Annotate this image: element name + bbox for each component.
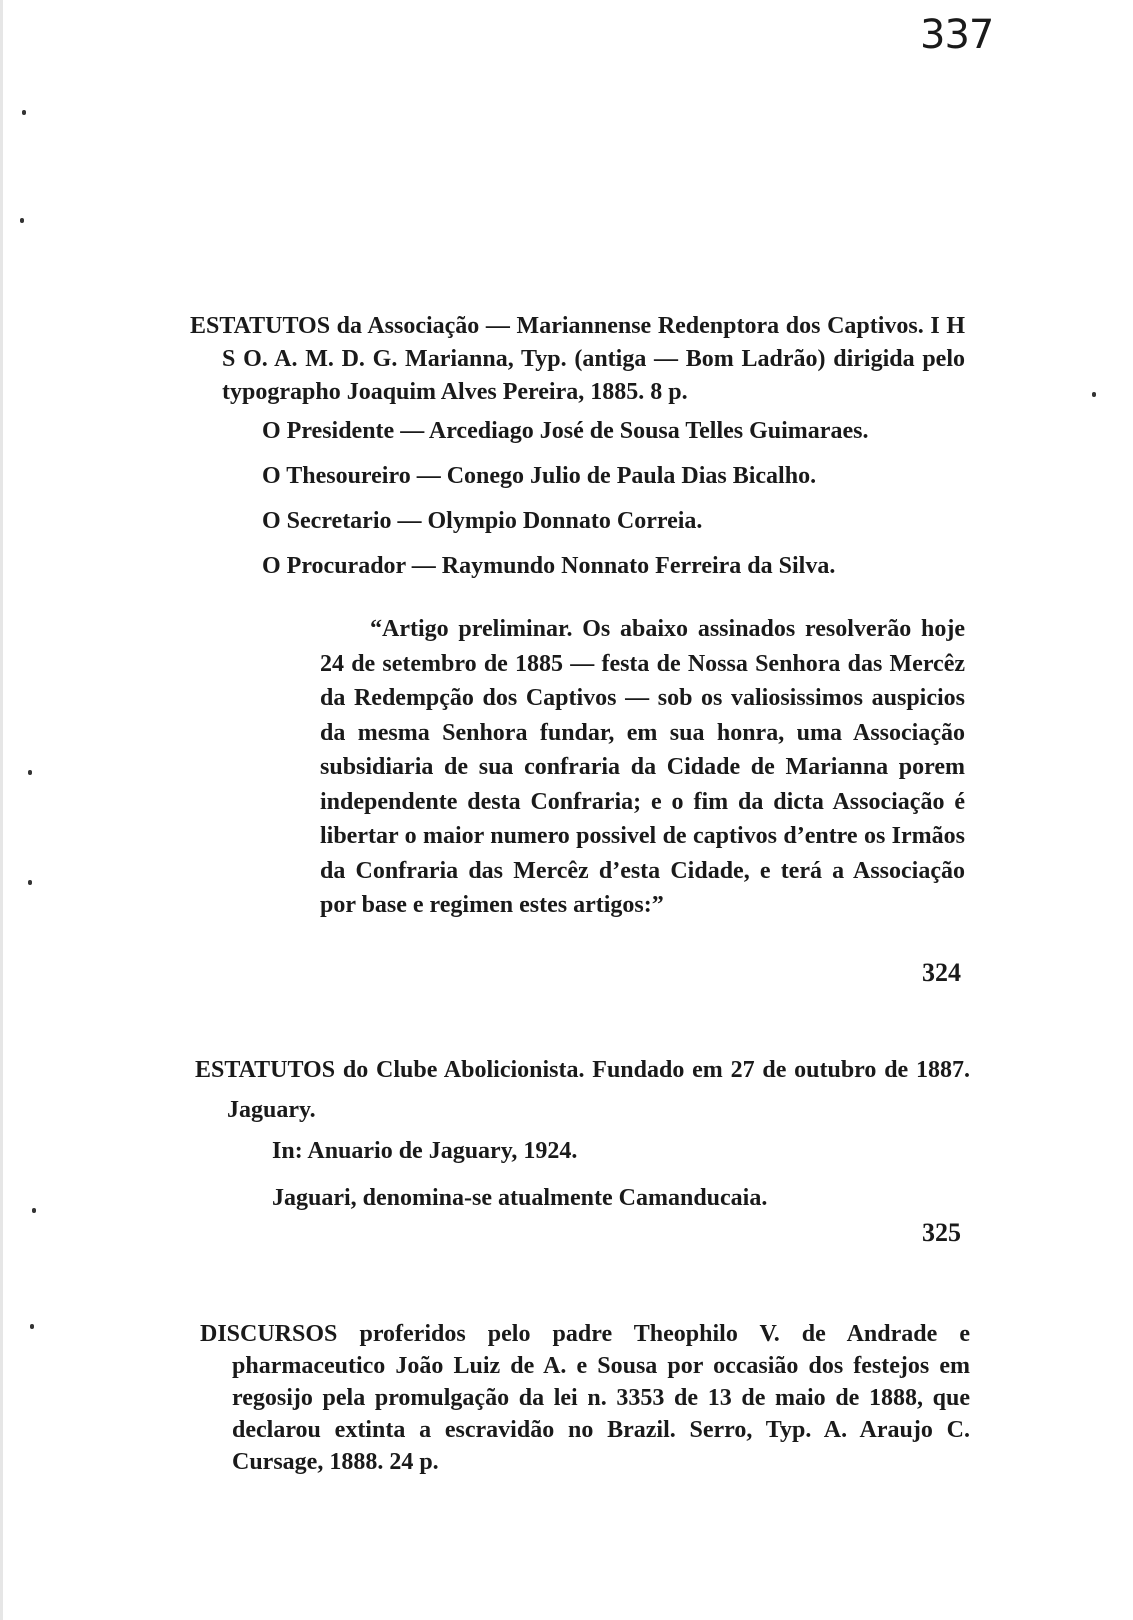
quoted-article — [320, 612, 965, 923]
officer-line: O Secretario — Olympio Donnato Correia. — [262, 508, 703, 534]
officer-line: O Presidente — Arcediago José de Sousa Telles Guimaraes. — [262, 418, 869, 444]
scan-speck — [1092, 392, 1096, 397]
bibliography-entry — [190, 310, 965, 409]
entry-notes — [272, 1138, 972, 1212]
officer-line: O Thesoureiro — Conego Julio de Paula Dias Bicalho. — [262, 463, 817, 489]
scan-speck — [22, 110, 26, 115]
entry-number: 324 — [922, 958, 961, 987]
entry-heading: ESTATUTOS do Clube Abolicionista. Fundado em 27 de outubro de 1887. Jaguary. — [195, 1057, 970, 1123]
entry-number: 325 — [922, 1218, 961, 1247]
entry-heading: DISCURSOS proferidos pelo padre Theophilo V. de Andrade e pharmaceutico João Luiz de A. e Sousa por occasião dos festejos em regosijo pela promulgação da lei n. 3353 de 13 de maio de 1888, que declarou extinta a escravidão no Brazil. Serro, Typ. A. Araujo C. Cursage, 1888. 24 p. — [200, 1321, 970, 1475]
entry-heading: ESTATUTOS da Associação — Mariannense Redenptora dos Captivos. I H S O. A. M. D. G. Marianna, Typ. (antiga — Bom Ladrão) dirigida pelo typographo Joaquim Alves Pereira, 1885. 8 p. — [190, 313, 965, 405]
officer-line: O Procurador — Raymundo Nonnato Ferreira da Silva. — [262, 553, 836, 579]
page-number: 337 — [920, 12, 994, 58]
scan-speck — [32, 1208, 36, 1213]
scan-speck — [30, 1324, 34, 1329]
officers-list — [262, 418, 962, 580]
entry-note: In: Anuario de Jaguary, 1924. — [272, 1138, 578, 1164]
scan-edge — [0, 0, 3, 1620]
entry-note: Jaguari, denomina-se atualmente Camanducaia. — [272, 1185, 768, 1211]
scan-speck — [28, 770, 32, 775]
scan-speck — [28, 880, 32, 885]
bibliography-entry — [195, 1050, 970, 1130]
scan-speck — [20, 218, 24, 223]
quote-text: “Artigo preliminar. Os abaixo assinados resolverão hoje 24 de setembro de 1885 — festa de Nossa Senhora das Mercêz da Redempção dos Captivos — sob os valiosissimos auspicios da mesma Senhora fundar, em sua honra, uma Associação subsidiaria de sua confraria da Cidade de Marianna porem independente desta Confraria; e o fim da dicta Associação é libertar o maior numero possivel de captivos d’entre os Irmãos da Confraria das Mercêz d’esta Cidade, e terá a Associação por base e regimen estes artigos:” — [320, 616, 965, 918]
bibliography-entry — [200, 1318, 970, 1478]
